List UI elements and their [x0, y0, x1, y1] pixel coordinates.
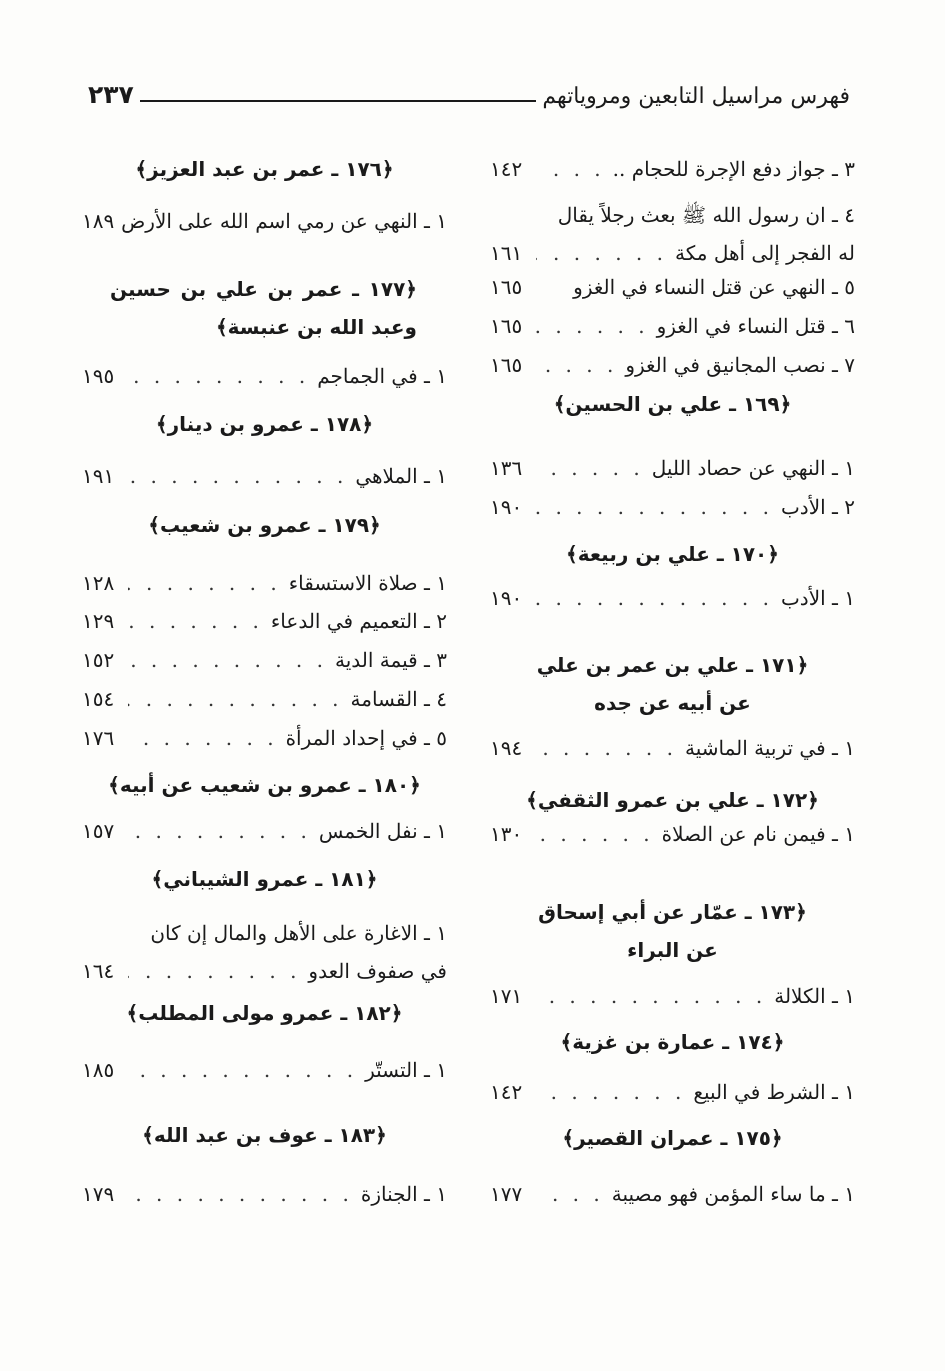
entry-text: ١ ـ التستّر [365, 1058, 447, 1082]
section-heading [490, 1023, 855, 1061]
entry-text: له الفجر إلى أهل مكة [674, 241, 855, 265]
index-entry [490, 268, 855, 306]
index-entry [490, 150, 855, 188]
heading-line: ﴿١٧٣ ـ عمّار عن أبي إسحاق [538, 900, 807, 924]
index-entry [82, 564, 447, 602]
dot-leader [128, 357, 317, 395]
entry-page-number: ١٣٦ [490, 456, 523, 480]
dot-leader [128, 680, 351, 718]
section-heading [82, 150, 447, 188]
dot-leader [536, 346, 625, 384]
heading-line: ﴿١٧٥ ـ عمران القصير﴾ [562, 1126, 783, 1150]
section-heading [490, 385, 855, 423]
entry-text: ١ ـ في تربية الماشية [684, 736, 855, 760]
dot-leader [128, 812, 319, 850]
entry-page-number: ١٩٠ [490, 495, 523, 519]
index-entry [490, 196, 855, 272]
entry-page-number: ١٢٩ [82, 609, 115, 633]
index-entry [490, 1073, 855, 1111]
entry-text: ١ ـ الاغارة على الأهل والمال إن كان [150, 921, 447, 945]
heading-line: ﴿١٧٧ ـ عمر بن علي بن حسين [110, 277, 417, 301]
dot-leader [128, 1051, 365, 1089]
index-entry [490, 1175, 855, 1213]
index-entry [82, 457, 447, 495]
index-entry [82, 202, 447, 240]
dot-leader [128, 1175, 361, 1213]
entry-text: ٥ ـ النهي عن قتل النساء في الغزو [573, 275, 855, 299]
entry-text: ١ ـ ما ساء المؤمن فهو مصيبة [611, 1182, 855, 1206]
entry-page-number: ١٨٥ [82, 1058, 115, 1082]
index-entry [82, 641, 447, 679]
entry-text: ١ ـ صلاة الاستسقاء [288, 571, 447, 595]
dot-leader [536, 1073, 693, 1111]
dot-leader [128, 602, 271, 640]
section-heading [490, 1119, 855, 1157]
dot-leader [128, 719, 286, 757]
entry-text: ١ ـ في الجماجم [317, 364, 447, 388]
entry-page-number: ١٤٢ [490, 1080, 523, 1104]
heading-line: عن البراء [627, 938, 718, 962]
entry-text: ١ ـ النهي عن رمي اسم الله على الأرض [121, 209, 447, 233]
entry-text: في صفوف العدو [308, 959, 447, 983]
entry-page-number: ١٢٨ [82, 571, 115, 595]
entry-page-number: ١٣٠ [490, 822, 523, 846]
index-entry [82, 719, 447, 757]
dot-leader [536, 488, 781, 526]
entry-text: ٤ ـ ان رسول الله ﷺ بعث رجلاً يقال [557, 203, 855, 227]
entry-text: ١ ـ الجنازة [360, 1182, 447, 1206]
section-heading [82, 506, 447, 544]
section-heading [82, 994, 447, 1032]
heading-line: ﴿١٧٨ ـ عمرو بن دينار﴾ [155, 412, 374, 436]
entry-page-number: ١٨٩ [82, 209, 115, 233]
heading-line: ﴿١٨٢ ـ عمرو مولى المطلب﴾ [126, 1001, 403, 1025]
dot-leader [536, 234, 675, 272]
entry-text: ٥ ـ في إحداد المرأة [285, 726, 447, 750]
index-entry [490, 729, 855, 767]
index-entry [490, 977, 855, 1015]
entry-text: ٢ ـ الأدب [780, 495, 855, 519]
section-heading [82, 1116, 447, 1154]
dot-leader [536, 977, 774, 1015]
entry-page-number: ١٧١ [490, 984, 523, 1008]
index-entry [82, 680, 447, 718]
running-title: فهرس مراسيل التابعين ومروياتهم [536, 84, 850, 109]
entry-page-number: ١٥٢ [82, 648, 115, 672]
entry-page-number: ١٩٥ [82, 364, 115, 388]
dot-leader [128, 457, 355, 495]
heading-line: ﴿١٧٦ ـ عمر بن عبد العزيز﴾ [135, 157, 394, 181]
heading-line: ﴿١٨٣ ـ عوف بن عبد الله﴾ [142, 1123, 387, 1147]
entry-page-number: ١٦٥ [490, 275, 523, 299]
section-heading [490, 646, 855, 722]
entry-page-number: ١٤٢ [490, 157, 523, 181]
entry-page-number: ١٩٠ [490, 586, 523, 610]
dot-leader [536, 579, 781, 617]
page-number: ٢٣٧ [88, 80, 134, 109]
dot-leader [536, 449, 652, 487]
section-heading [490, 535, 855, 573]
entry-text: ١ ـ الشرط في البيع [693, 1080, 855, 1104]
index-entry [82, 812, 447, 850]
heading-line: ﴿١٧٢ ـ علي بن عمرو الثقفي﴾ [526, 788, 819, 812]
section-heading [490, 893, 855, 969]
dot-leader [128, 952, 308, 990]
section-heading [490, 781, 855, 819]
index-entry [490, 488, 855, 526]
section-heading [82, 270, 447, 346]
entry-page-number: ١٩٤ [490, 736, 523, 760]
entry-text: ١ ـ فيمن نام عن الصلاة [661, 822, 855, 846]
entry-text: ٢ ـ التعميم في الدعاء [270, 609, 447, 633]
entry-text: ٧ ـ نصب المجانيق في الغزو [625, 353, 855, 377]
index-entry [490, 307, 855, 345]
entry-text: ١ ـ الكلالة [774, 984, 855, 1008]
dot-leader [128, 641, 335, 679]
entry-text: ٣ ـ جواز دفع الإجرة للحجام .. [612, 157, 855, 181]
heading-line: ﴿١٦٩ ـ علي بن الحسين﴾ [553, 392, 792, 416]
index-entry [82, 602, 447, 640]
dot-leader [536, 307, 657, 345]
section-heading [82, 860, 447, 898]
index-entry [490, 449, 855, 487]
entry-text: ٦ ـ قتل النساء في الغزو [656, 314, 855, 338]
entry-page-number: ١٥٤ [82, 687, 115, 711]
dot-leader [536, 729, 685, 767]
dot-leader [128, 564, 289, 602]
index-entry [82, 914, 447, 990]
entry-text: ١ ـ الأدب [780, 586, 855, 610]
entry-page-number: ١٦٥ [490, 353, 523, 377]
index-entry [490, 346, 855, 384]
entry-page-number: ١٩١ [82, 464, 115, 488]
entry-text: ١ ـ الملاهي [355, 464, 447, 488]
entry-text: ٤ ـ القسامة [350, 687, 447, 711]
header-rule [140, 100, 595, 102]
heading-line: ﴿١٨١ ـ عمرو الشيباني﴾ [151, 867, 378, 891]
dot-leader [546, 1175, 612, 1213]
heading-line: ﴿١٧٠ ـ علي بن ربيعة﴾ [566, 542, 779, 566]
entry-page-number: ١٧٦ [82, 726, 115, 750]
entry-page-number: ١٦٥ [490, 314, 523, 338]
dot-leader [547, 150, 613, 188]
entry-text: ٣ ـ قيمة الدية [335, 648, 447, 672]
entry-page-number: ١٥٧ [82, 819, 115, 843]
entry-page-number: ١٦٤ [82, 959, 115, 983]
index-entry [82, 1175, 447, 1213]
index-entry [490, 815, 855, 853]
heading-line: ﴿١٨٠ ـ عمرو بن شعيب عن أبيه﴾ [108, 773, 421, 797]
entry-page-number: ١٧٩ [82, 1182, 115, 1206]
entry-text: ١ ـ نفل الخمس [318, 819, 447, 843]
heading-line: وعبد الله بن عنبسة﴾ [215, 315, 417, 339]
section-heading [82, 405, 447, 443]
index-entry [82, 1051, 447, 1089]
heading-line: ﴿١٧٤ ـ عمارة بن غزية﴾ [560, 1030, 785, 1054]
heading-line: عن أبيه عن جده [594, 691, 751, 715]
index-entry [490, 579, 855, 617]
index-entry [82, 357, 447, 395]
entry-text: ١ ـ النهي عن حصاد الليل [651, 456, 855, 480]
heading-line: ﴿١٧٩ ـ عمرو بن شعيب﴾ [148, 513, 381, 537]
entry-page-number: ١٧٧ [490, 1182, 523, 1206]
entry-page-number: ١٦١ [490, 241, 523, 265]
section-heading [82, 766, 447, 804]
dot-leader [536, 815, 662, 853]
heading-line: ﴿١٧١ ـ علي بن عمر بن علي [536, 653, 809, 677]
